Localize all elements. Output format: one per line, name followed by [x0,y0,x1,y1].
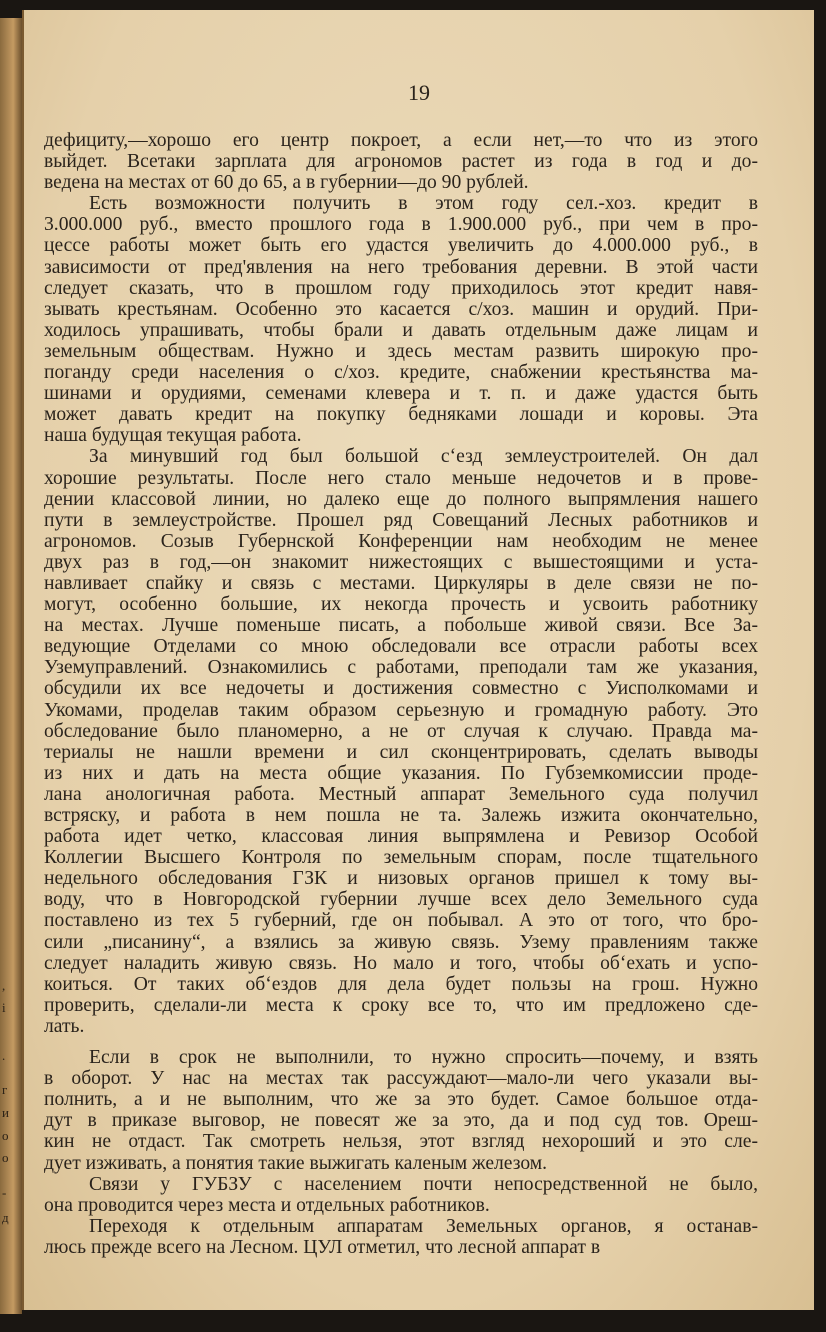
text-line: на местах. Лучше поменьше писать, а побольше живой связи. Все За- [44,615,758,637]
text-line: 3.000.000 руб., вместо прошлого года в 1.900.000 руб., при чем в про- [44,214,758,236]
text-line: навливает спайку и связь с местами. Циркуляры в деле связи не по- [44,572,758,594]
text-line: двух раз в год,—он знакомит нижестоящих с вышестоящими и уста- [44,551,758,573]
paragraph [44,1174,758,1216]
text-line: следует наладить живую связь. Но мало и того, чтобы об‘ехать и успо- [44,952,758,974]
text-line: сили „писанину“, а взялись за живую связь. Узему правлениям также [44,931,758,953]
margin-glyph: г [2,1082,8,1097]
text-line: земельным обществам. Нужно и здесь местам развить широкую про- [44,340,758,362]
text-line: ведена на местах от 60 до 65, а в губернии—до 90 рублей. [44,172,529,194]
text-line: зывать крестьянам. Особенно это касается с/хоз. машин и орудий. При- [44,298,758,320]
paragraph [44,1216,758,1258]
text-line: недельного обследования ГЗК и низовых органов пришел к тому вы- [44,868,758,890]
text-line: обсудили их все недочеты и достижения совместно с Уисполкомами и [44,678,758,700]
page-number: 19 [408,80,430,105]
paragraph [44,130,758,193]
text-line: могут, особенно большие, их некогда прочесть и усвоить работнику [44,594,758,616]
margin-glyph: , [2,978,6,993]
text-line: Укомами, проделав таким образом серьезную и громадную работу. Это [44,699,758,721]
text-line: работа идет четко, классовая линия выпрямлена и Ревизор Особой [44,826,758,848]
text-line: ходилось упрашивать, чтобы брали и давать отдельным даже лицам и [44,319,758,341]
text-line: может давать кредит на покупку бедняками лошади и коровы. Эта [44,404,758,426]
text-line: дует изживать, а понятия такие выжигать каленым железом. [44,1152,548,1174]
text-line: полнить, а и не выполним, что же за это будет. Самое большое отда- [44,1089,758,1111]
text-line: Если в срок не выполнили, то нужно спросить—почему, и взять [89,1047,758,1069]
text-line: кин не отдаст. Так смотреть нельзя, этот взгляд нехороший и это сле- [44,1131,758,1153]
text-line: наша будущая текущая работа. [44,425,302,447]
text-line: ведующие Отделами со мною обследовали все отрасли работы всех [44,636,758,658]
paragraph [44,193,758,446]
body-text [44,130,758,1258]
text-line: зависимости от пред'явления на него требования деревни. В этой части [44,256,758,278]
text-line: Переходя к отдельным аппаратам Земельных органов, я останав- [89,1215,758,1237]
text-line: проверить, сделали-ли места к сроку все то, что им предложено сде- [44,994,758,1016]
page-sheet [22,10,814,1310]
text-line: встряску, и работа в нем пошла не та. Залежь изжита окончательно, [44,805,758,826]
text-line: териалы не нашли времени и сил сконцентрировать, сделать выводы [44,741,758,763]
text-line: Уземуправлений. Ознакомились с работами, преподали там же указания, [44,657,758,679]
text-line: цессе работы может быть его удастся увеличить до 4.000.000 руб., в [44,235,758,257]
text-line: она проводится через места и отдельных работников. [44,1194,490,1216]
margin-glyph: - [2,1185,7,1200]
text-line: Связи у ГУБЗУ с населением почти непосредственной не было, [89,1173,758,1195]
text-line: Есть возможности получить в этом году сел.-хоз. кредит в [89,193,758,215]
text-line: выйдет. Всетаки зарплата для агрономов растет из года в год и до- [44,151,758,173]
text-line: дефициту,—хорошо его центр покроет, а если нет,—то что из этого [44,130,758,151]
text-line: дут в приказе выговор, не повесят же за это, да и под суд тов. Ореш- [44,1110,758,1132]
text-line: шинами и орудиями, семенами клевера и т. п. и даже удастся быть [44,383,758,405]
text-line: лана анологичная работа. Местный аппарат Земельного суда получил [44,783,758,805]
margin-glyph: . [2,1048,6,1063]
text-line: следует сказать, что в прошлом году приходилось этот кредит навя- [44,277,758,299]
text-line: обследование было планомерно, а не от случая к случаю. Правда ма- [44,720,758,742]
text-line: из них и дать на места общие указания. По Губземкомиссии проде- [44,762,758,784]
previous-page-edge [0,18,22,1314]
text-line: лать. [44,1015,85,1037]
paragraph-gap [44,1037,758,1047]
text-line: поганду среди населения о с/хоз. кредите, снабжении крестьянства ма- [44,362,758,384]
text-line: За минувший год был большой с‘езд землеустроителей. Он дал [89,446,758,468]
margin-glyph: и [2,1105,9,1120]
text-line: поставлено из тех 5 губерний, где он побывал. А это от того, что бро- [44,910,758,932]
text-line: в оборот. У нас на местах так рассуждают—мало-ли чего указали вы- [44,1068,758,1090]
text-line: агрономов. Созыв Губернской Конференции нам необходим не менее [44,530,758,552]
text-line: дении классовой линии, но далеко еще до полного выпрямления нашего [44,488,758,510]
text-line: коиться. От таких об‘ездов для дела будет пользы на грош. Нужно [44,973,758,995]
margin-glyph: о [2,1150,9,1165]
text-line: Коллегии Высшего Контроля по земельным спорам, после тщательного [44,847,758,869]
paragraph [44,1047,758,1174]
margin-glyph: о [2,1128,9,1143]
text-line: хорошие результаты. После него стало меньше недочетов и в прове- [44,467,758,489]
paragraph [44,446,758,1037]
previous-page-glyphs [0,18,22,1314]
margin-glyph: д [2,1210,9,1225]
text-line: воду, что в Новгородской губернии лучше всех дело Земельного суда [44,889,758,911]
margin-glyph: і [2,1000,6,1015]
text-line: пути в землеустройстве. Прошел ряд Совещаний Лесных работников и [44,509,758,531]
text-line: люсь прежде всего на Лесном. ЦУЛ отметил, что лесной аппарат в [44,1236,601,1258]
